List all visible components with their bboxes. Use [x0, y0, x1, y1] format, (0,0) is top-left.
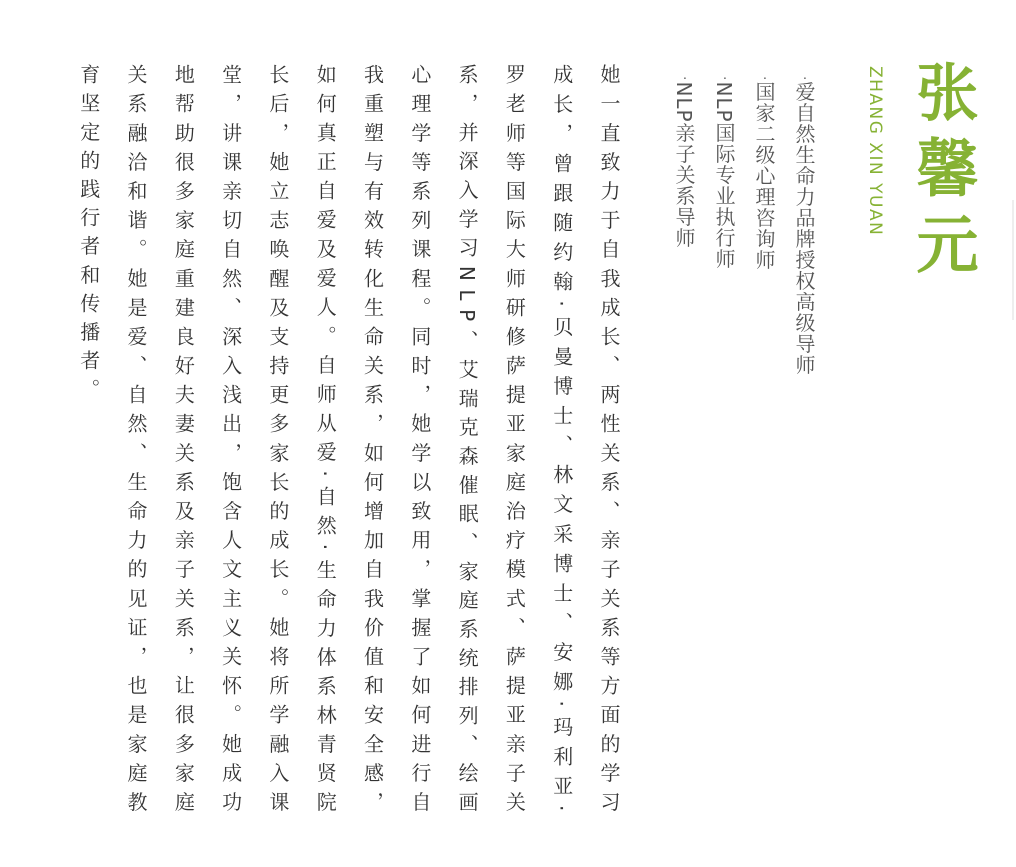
bullet-icon: ·	[676, 76, 692, 82]
title-list	[664, 76, 824, 375]
title-text: 爱自然生命力品牌授权高级导师	[792, 81, 816, 376]
title-item-counselor	[744, 76, 784, 375]
person-name: 张馨元	[906, 60, 979, 288]
bullet-icon: ·	[756, 76, 772, 82]
bullet-icon: ·	[796, 76, 812, 82]
title-text: NLP国际专业执行师	[712, 81, 736, 270]
title-item-nlp-parenting	[664, 76, 704, 375]
bullet-icon: ·	[716, 76, 732, 82]
title-text: NLP亲子关系导师	[672, 81, 696, 249]
person-name-pinyin: ZHANG XIN YUAN	[865, 66, 885, 237]
title-item-nlp-practitioner	[704, 76, 744, 375]
title-item-brand-mentor	[784, 76, 824, 375]
edge-divider	[1012, 200, 1014, 320]
biography-text: 她一直致力于自我成长、两性关系、亲子关系等方面的学习成长，曾跟随约翰·贝曼博士、林文采博士、安娜·玛利亚·罗老师等国际大师研修萨提亚家庭治疗模式、萨提亚亲子关系，并深入学习NLP、艾瑞克森催眠、家庭系统排列、绘画心理学等系列课程。同时，她学以致用，掌握了如何进行自我重塑与有效转化生命关系，如何增加自我价值和安全感，如何真正自爱及爱人。自师从爱·自然·生命力体系林青贤院长后，她立志唤醒及支持更多家长的成长。她将所学融入课堂，讲课亲切自然、深入浅出，饱含人文主义关怀。她成功地帮助很多家庭重建良好夫妻关系及亲子关系，让很多家庭关系融洽和谐。她是爱、自然、生命力的见证，也是家庭教育坚定的践行者和传播者。	[76, 64, 621, 820]
title-text: 国家二级心理咨询师	[752, 81, 776, 271]
